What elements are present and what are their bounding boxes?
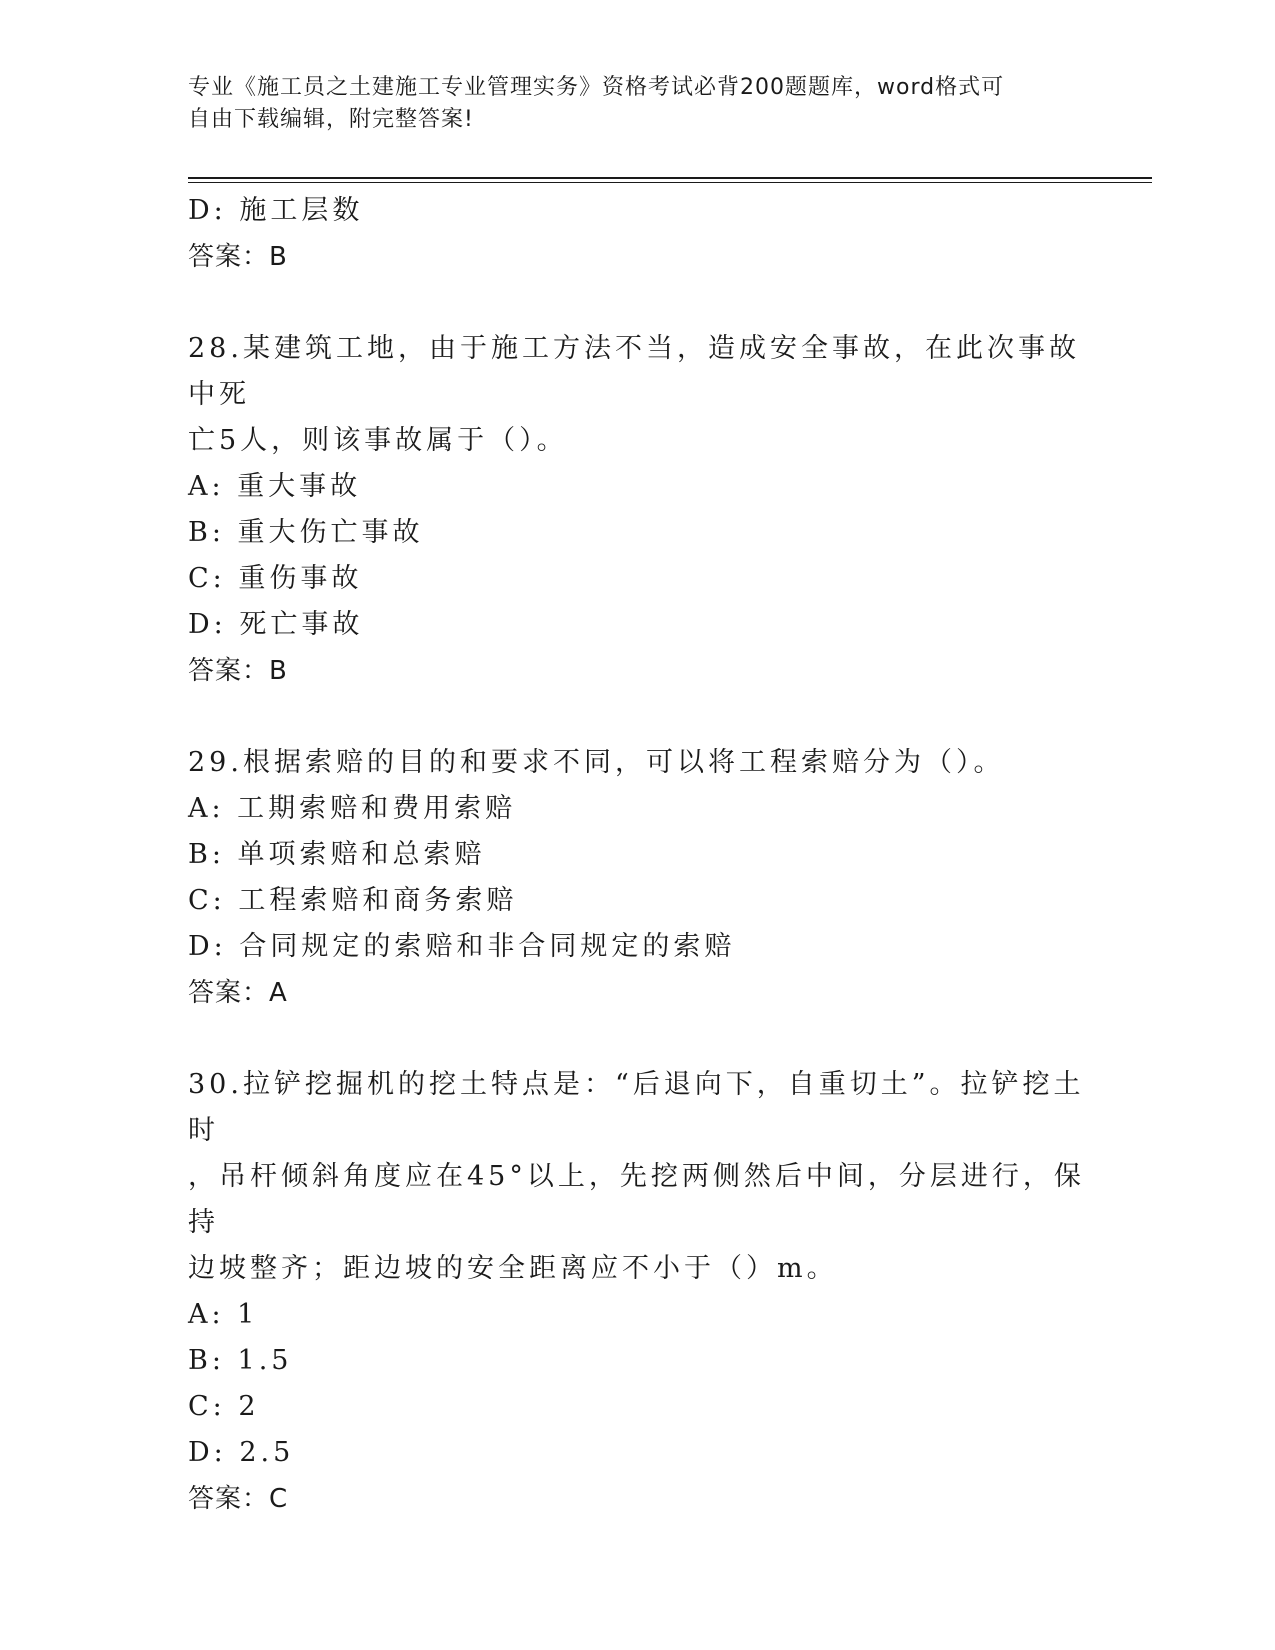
option-a: A: 工期索赔和费用索赔: [188, 793, 517, 824]
option-a: A: 重大事故: [188, 471, 362, 502]
question-stem-line: ，吊杆倾斜角度应在45°以上，先挖两侧然后中间，分层进行，保持: [188, 1161, 1085, 1238]
option-b: B: 重大伤亡事故: [188, 517, 424, 548]
question-stem-line: 28.某建筑工地，由于施工方法不当，造成安全事故，在此次事故中死: [188, 333, 1080, 410]
header-divider-thin: [188, 182, 1152, 183]
question-stem-line: 29.根据索赔的目的和要求不同，可以将工程索赔分为（）。: [188, 747, 1005, 778]
option-d: D: 死亡事故: [188, 609, 364, 640]
option-d: D: 合同规定的索赔和非合同规定的索赔: [188, 931, 736, 962]
answer-line: 答案：B: [188, 242, 288, 272]
option-c: C: 工程索赔和商务索赔: [188, 885, 518, 916]
option-c: C: 重伤事故: [188, 563, 363, 594]
question-stem-line: 30.拉铲挖掘机的挖土特点是：“后退向下，自重切土”。拉铲挖土时: [188, 1069, 1085, 1146]
option-c: C: 2: [188, 1391, 260, 1422]
question-stem-line: 边坡整齐；距边坡的安全距离应不小于（）m。: [188, 1253, 838, 1284]
option-a: A: 1: [188, 1299, 259, 1330]
header-divider-thick: [188, 177, 1152, 179]
question-28: [188, 326, 1088, 694]
option-d: D: 施工层数: [188, 195, 364, 226]
question-30: [188, 1062, 1088, 1522]
header-title-line-2: 自由下载编辑，附完整答案!: [188, 107, 474, 132]
question-29: [188, 740, 1088, 1016]
continued-question: [188, 188, 1088, 280]
question-stem-line: 亡5人，则该事故属于（）。: [188, 425, 568, 456]
header-title-line-1: 专业《施工员之土建施工专业管理实务》资格考试必背200题题库，word格式可: [188, 75, 1005, 100]
answer-line: 答案：B: [188, 656, 288, 686]
option-d: D: 2.5: [188, 1437, 295, 1468]
page-header: [188, 72, 1068, 136]
option-b: B: 单项索赔和总索赔: [188, 839, 486, 870]
question-content: [188, 188, 1088, 1522]
answer-line: 答案：A: [188, 978, 288, 1008]
option-b: B: 1.5: [188, 1345, 293, 1376]
answer-line: 答案：C: [188, 1484, 289, 1514]
